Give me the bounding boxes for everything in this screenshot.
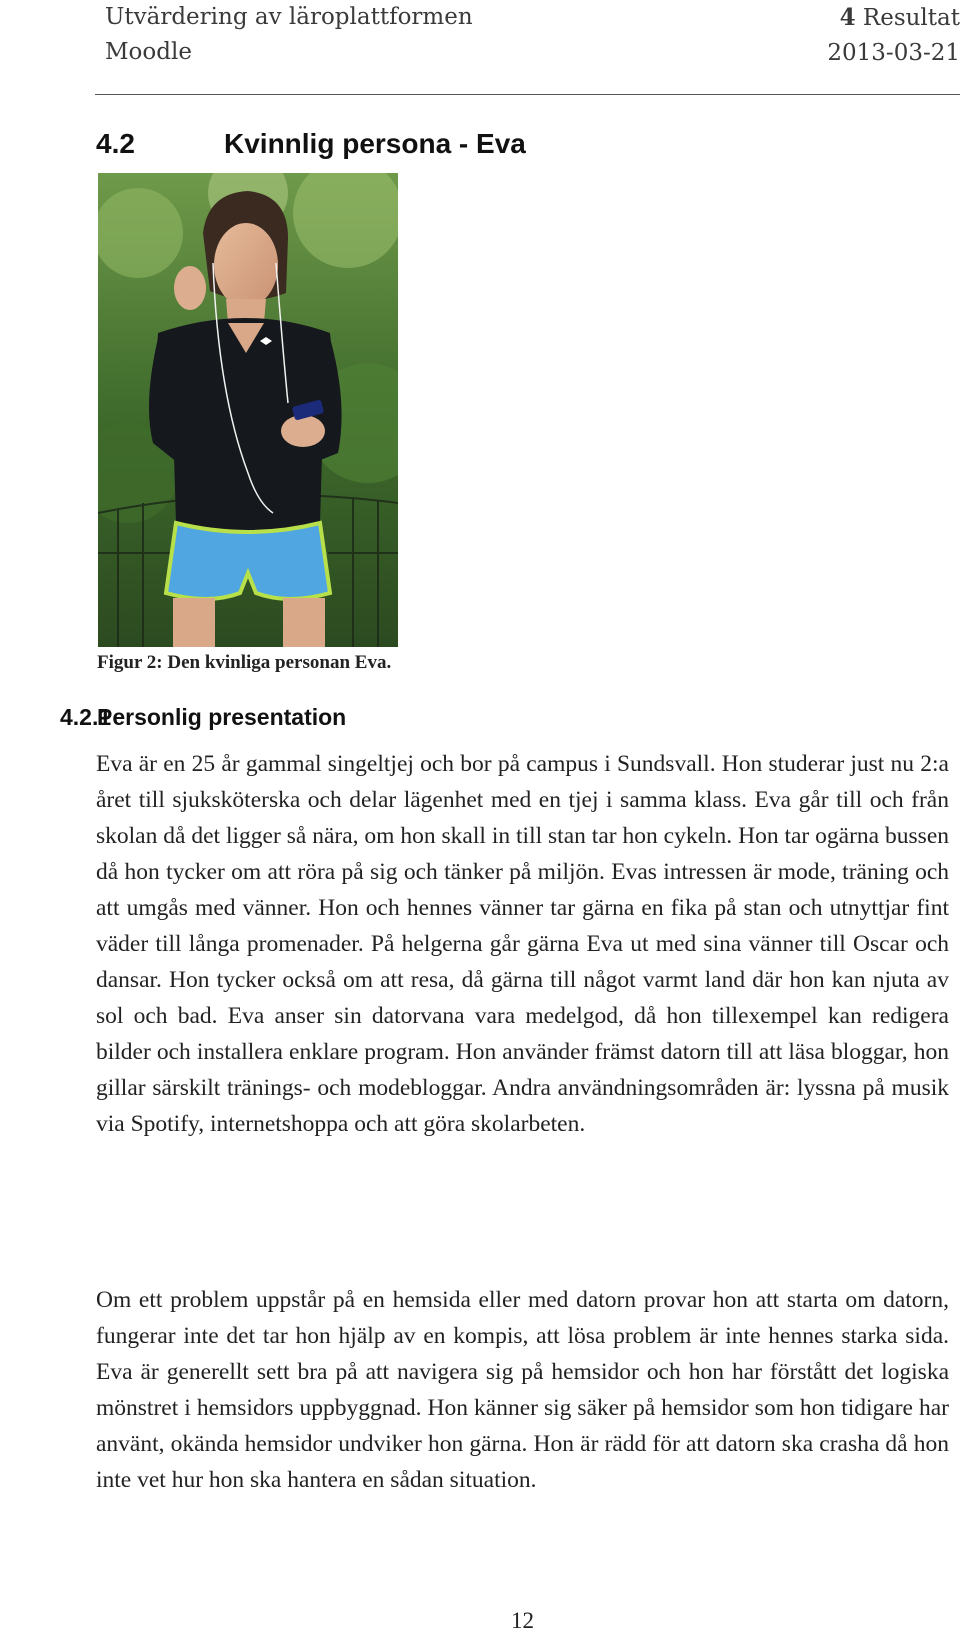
subsection-title: Personlig presentation — [97, 704, 347, 730]
header-title-line2: Moodle — [105, 39, 192, 65]
body-paragraph: Om ett problem uppstår på en hemsida eller med datorn provar hon att starta om datorn, fungerar inte det tar hon hjälp av en kompis, att lösa problem är inte hennes starka sida. Eva är generellt sett bra på att navigera sig på hemsidor och hon har förstått det logiska mönstret i hemsidors uppbyggnad. Hon känner sig säker på hemsidor som hon tidigare har använt, okända hemsidor undviker hon gärna. Hon är rädd för att datorn ska crasha då hon inte vet hur hon ska hantera en sådan situation. — [96, 1287, 949, 1493]
running-header-left — [105, 0, 473, 70]
subsection-number: 4.2.1 — [60, 704, 112, 730]
section-heading — [96, 128, 526, 160]
header-title-line1: Utvärdering av läroplattformen — [105, 4, 473, 30]
header-chapter-title: Resultat — [862, 5, 960, 31]
running-header-right — [660, 0, 960, 71]
header-chapter — [660, 0, 960, 36]
header-rule — [95, 94, 960, 95]
persona-photo — [98, 173, 398, 647]
figure-caption: Figur 2: Den kvinliga personan Eva. — [97, 652, 392, 673]
body-paragraph: Eva är en 25 år gammal singeltjej och bor på campus i Sundsvall. Hon studerar just nu 2:a året till sjuksköterska och delar lägenhet med en tjej i samma klass. Eva går till och från skolan då det ligger så nära, om hon skall in till stan tar hon cykeln. Hon tar ogärna bussen då hon tycker om att röra på sig och tänker på miljön. Evas intressen är mode, träning och att umgås med vänner. Hon och hennes vänner tar gärna en fika på stan och utnyttjar fint väder till långa promenader. På helgerna går gärna Eva ut med sina vänner till Oscar och dansar. Hon tycker också om att resa, då gärna till något varmt land där hon kan njuta av sol och bad. Eva anser sin datorvana vara medelgod, då hon tillexempel kan redigera bilder och installera enklare program. Hon använder främst datorn till att läsa bloggar, hon gillar särskilt tränings- och modebloggar. Andra användningsområden är: lyssna på musik via Spotify, internetshoppa och att göra skolarbeten. — [96, 751, 949, 1137]
section-number: 4.2 — [96, 128, 135, 159]
section-title: Kvinnlig persona - Eva — [224, 128, 526, 159]
subsection-heading — [60, 704, 346, 731]
header-date: 2013-03-21 — [827, 40, 960, 66]
page-number: 12 — [511, 1608, 534, 1633]
header-chapter-number: 4 — [839, 4, 856, 31]
